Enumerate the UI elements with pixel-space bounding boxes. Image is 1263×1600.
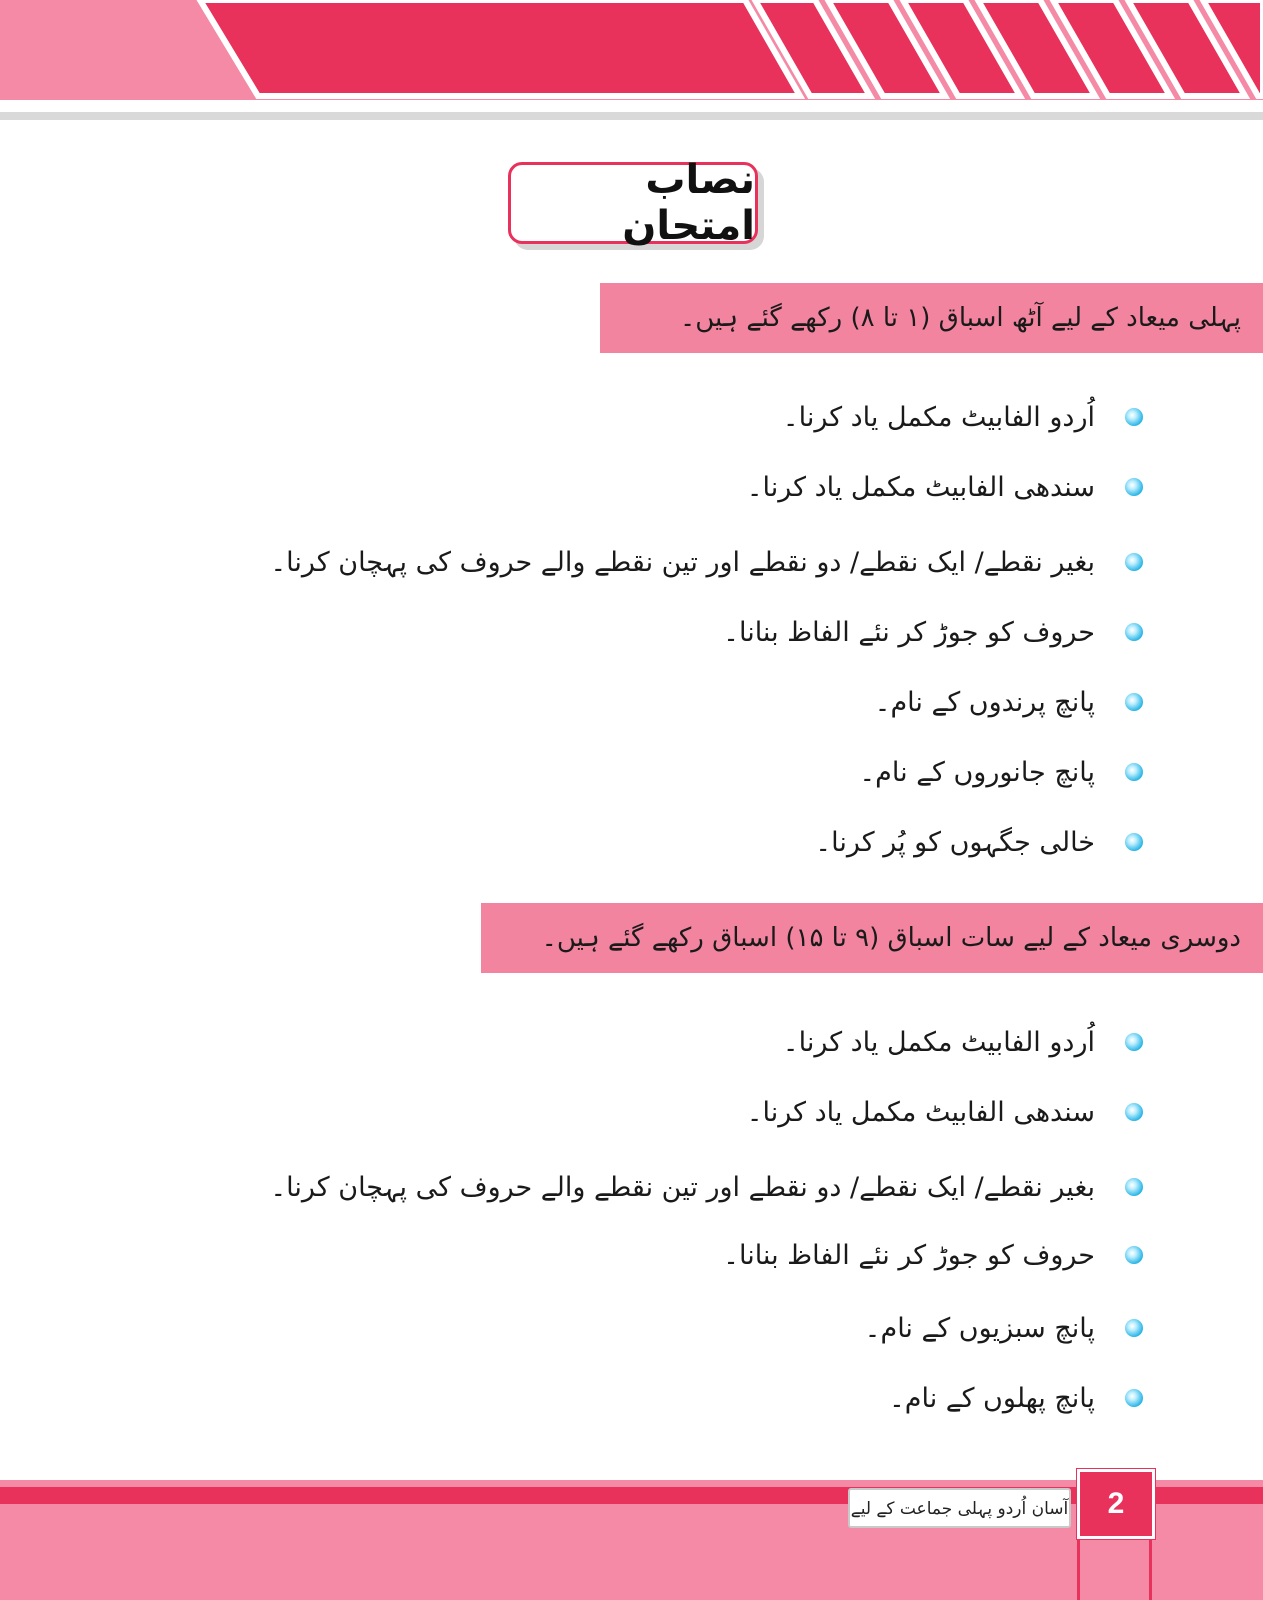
- bullet-icon: [1125, 408, 1143, 426]
- list-item-text: بغیر نقطے/ ایک نقطے/ دو نقطے اور تین نقطے والے حروف کی پہچان کرنا۔: [270, 1171, 1095, 1203]
- bullet-icon: [1125, 553, 1143, 571]
- list-item-text: پانچ پرندوں کے نام۔: [874, 686, 1095, 718]
- list-item-text: سندھی الفابیٹ مکمل یاد کرنا۔: [746, 1096, 1095, 1128]
- list-item: [875, 677, 1143, 727]
- list-item: [783, 1017, 1143, 1067]
- list-item-text: پانچ سبزیوں کے نام۔: [864, 1312, 1095, 1344]
- header-band: [0, 0, 1263, 125]
- bullet-icon: [1125, 763, 1143, 781]
- section-heading-2: [481, 903, 1263, 973]
- list-item: [270, 537, 1143, 587]
- list-item-text: سندھی الفابیٹ مکمل یاد کرنا۔: [746, 471, 1095, 503]
- bullet-icon: [1125, 1033, 1143, 1051]
- list-item: [889, 1373, 1143, 1423]
- list-item-text: اُردو الفابیٹ مکمل یاد کرنا۔: [782, 1026, 1095, 1058]
- section-heading-2-text: دوسری میعاد کے لیے سات اسباق (۹ تا ۱۵) اسباق رکھے گئے ہیں۔: [541, 923, 1241, 953]
- bullet-icon: [1125, 1246, 1143, 1264]
- list-item-text: اُردو الفابیٹ مکمل یاد کرنا۔: [782, 401, 1095, 433]
- header-stripes: [0, 0, 1263, 125]
- bullet-icon: [1125, 623, 1143, 641]
- list-item: [747, 1087, 1143, 1137]
- list-item: [747, 462, 1143, 512]
- section-heading-1: [600, 283, 1263, 353]
- page-number-box: [1077, 1469, 1155, 1539]
- list-item: [865, 1303, 1143, 1353]
- list-item-text: پانچ جانوروں کے نام۔: [859, 756, 1095, 788]
- page-number: 2: [1107, 1487, 1125, 1520]
- list-item: [270, 1162, 1143, 1212]
- bullet-icon: [1125, 1319, 1143, 1337]
- bullet-icon: [1125, 693, 1143, 711]
- bullet-icon: [1125, 1389, 1143, 1407]
- page-title: نصاب امتحان: [622, 157, 755, 249]
- list-item: [815, 817, 1143, 867]
- title-box: [508, 157, 758, 249]
- list-item-text: حروف کو جوڑ کر نئے الفاظ بنانا۔: [723, 616, 1095, 648]
- list-item: [783, 392, 1143, 442]
- list-item: [723, 607, 1143, 657]
- list-item-text: حروف کو جوڑ کر نئے الفاظ بنانا۔: [723, 1239, 1095, 1271]
- list-item: [723, 1230, 1143, 1280]
- list-item: [859, 747, 1143, 797]
- bullet-icon: [1125, 1103, 1143, 1121]
- list-item-text: خالی جگہوں کو پُر کرنا۔: [815, 826, 1095, 858]
- bullet-icon: [1125, 1178, 1143, 1196]
- footer-stripe: [0, 1487, 1263, 1504]
- footer-book-title: [848, 1488, 1071, 1528]
- list-item-text: بغیر نقطے/ ایک نقطے/ دو نقطے اور تین نقطے والے حروف کی پہچان کرنا۔: [270, 546, 1095, 578]
- footer-book-title-text: آسان اُردو پہلی جماعت کے لیے: [850, 1498, 1069, 1519]
- list-item-text: پانچ پھلوں کے نام۔: [888, 1382, 1095, 1414]
- section-heading-1-text: پہلی میعاد کے لیے آٹھ اسباق (۱ تا ۸) رکھے گئے ہیں۔: [679, 303, 1241, 333]
- bullet-icon: [1125, 478, 1143, 496]
- bullet-icon: [1125, 833, 1143, 851]
